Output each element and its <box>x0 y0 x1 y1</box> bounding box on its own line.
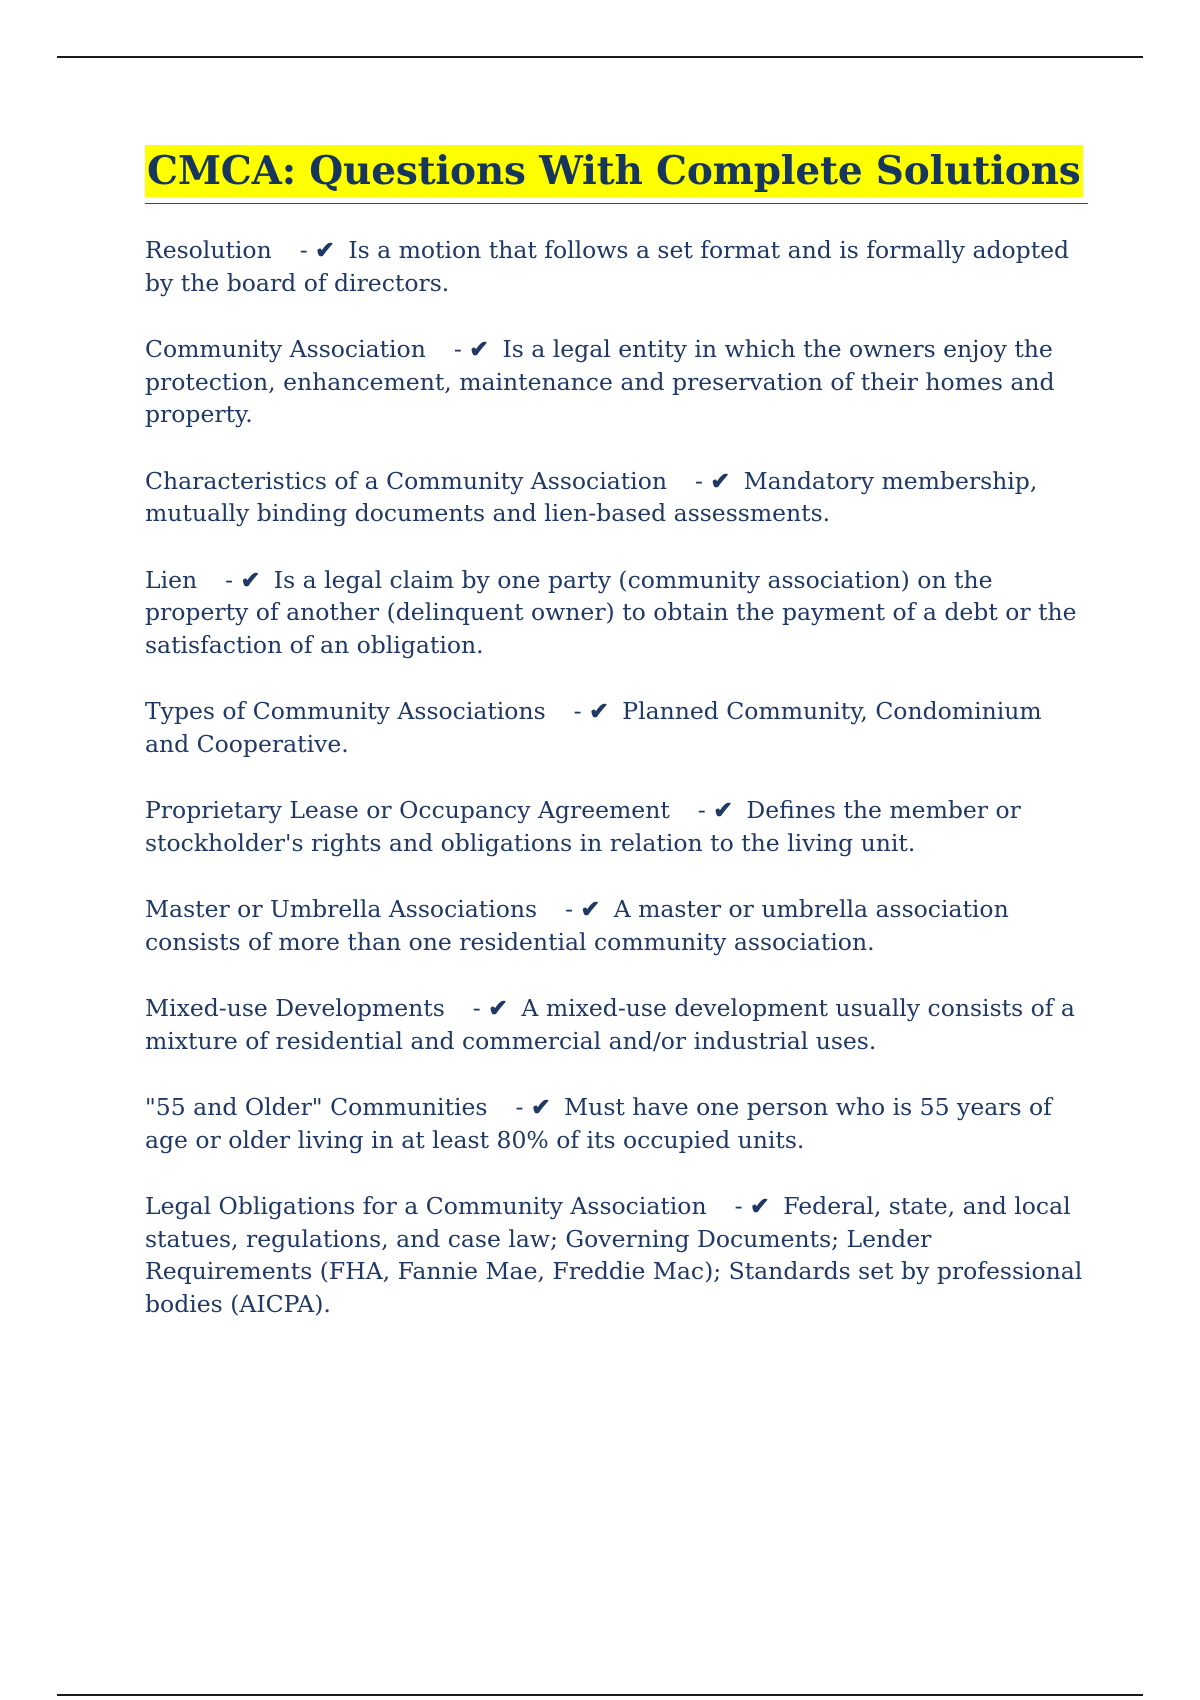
check-icon: ✔ <box>713 796 733 824</box>
document-title: CMCA: Questions With Complete Solutions <box>145 145 1083 197</box>
entry-separator: - <box>697 796 706 824</box>
footer-rule <box>57 1694 1143 1696</box>
entry-definition: Is a legal entity in which the owners enjoy the protection, enhancement, maintenance and preservation of their homes and property. <box>145 335 1055 428</box>
check-icon: ✔ <box>315 236 335 264</box>
entry-separator: - <box>573 697 582 725</box>
check-icon: ✔ <box>530 1093 551 1121</box>
check-icon: ✔ <box>589 697 609 725</box>
flashcard-entry <box>145 893 1088 958</box>
entry-definition: Planned Community, Condominium and Cooperative. <box>145 697 1042 758</box>
entry-separator: - <box>694 466 703 495</box>
entry-term: Characteristics of a Community Association <box>145 466 667 495</box>
check-icon: ✔ <box>240 565 261 594</box>
entry-definition: A mixed-use development usually consists of a mixture of residential and commercial and/or industrial uses. <box>145 994 1075 1055</box>
flashcard-entry <box>145 234 1088 299</box>
entry-definition: A master or umbrella association consists of more than one residential community association. <box>145 895 1009 956</box>
entry-definition: Must have one person who is 55 years of age or older living in at least 80% of its occupied units. <box>145 1093 1052 1154</box>
check-icon: ✔ <box>580 895 601 923</box>
check-icon: ✔ <box>710 466 731 495</box>
entry-term: Legal Obligations for a Community Association <box>145 1192 707 1220</box>
entry-separator: - <box>225 565 234 594</box>
flashcard-entry <box>145 794 1088 859</box>
title-block <box>145 145 1088 204</box>
entry-term: "55 and Older" Communities <box>145 1093 488 1121</box>
document-body <box>145 145 1088 1354</box>
entry-definition: Mandatory membership, mutually binding documents and lien-based assessments. <box>145 466 1038 527</box>
header-rule <box>57 56 1143 58</box>
flashcard-entry <box>145 1190 1088 1320</box>
flashcard-entry <box>145 333 1088 431</box>
entry-separator: - <box>734 1192 743 1220</box>
flashcard-list <box>145 234 1088 1320</box>
check-icon: ✔ <box>469 335 489 363</box>
entry-separator: - <box>565 895 574 923</box>
entry-term: Mixed-use Developments <box>145 994 445 1022</box>
check-icon: ✔ <box>488 994 508 1022</box>
flashcard-entry <box>145 695 1088 760</box>
flashcard-entry <box>145 1091 1088 1156</box>
entry-separator: - <box>453 335 462 363</box>
entry-term: Proprietary Lease or Occupancy Agreement <box>145 796 670 824</box>
check-icon: ✔ <box>750 1192 770 1220</box>
entry-definition: Is a motion that follows a set format and is formally adopted by the board of directors. <box>145 236 1070 297</box>
entry-term: Types of Community Associations <box>145 697 546 725</box>
entry-definition: Is a legal claim by one party (community association) on the property of another (delinquent owner) to obtain the payment of a debt or the satisfaction of an obligation. <box>145 565 1077 659</box>
entry-separator: - <box>472 994 481 1022</box>
entry-term: Community Association <box>145 335 426 363</box>
entry-term: Master or Umbrella Associations <box>145 895 538 923</box>
flashcard-entry <box>145 564 1088 662</box>
entry-term: Lien <box>145 565 198 594</box>
entry-definition: Federal, state, and local statues, regulations, and case law; Governing Documents; Lender Requirements (FHA, Fannie Mae, Freddie Mac); Standards set by professional bodies (AICPA). <box>145 1192 1083 1318</box>
entry-separator: - <box>299 236 308 264</box>
entry-term: Resolution <box>145 236 272 264</box>
flashcard-entry <box>145 992 1088 1057</box>
entry-separator: - <box>515 1093 524 1121</box>
entry-definition: Defines the member or stockholder's rights and obligations in relation to the living unit. <box>145 796 1021 857</box>
flashcard-entry <box>145 465 1088 530</box>
